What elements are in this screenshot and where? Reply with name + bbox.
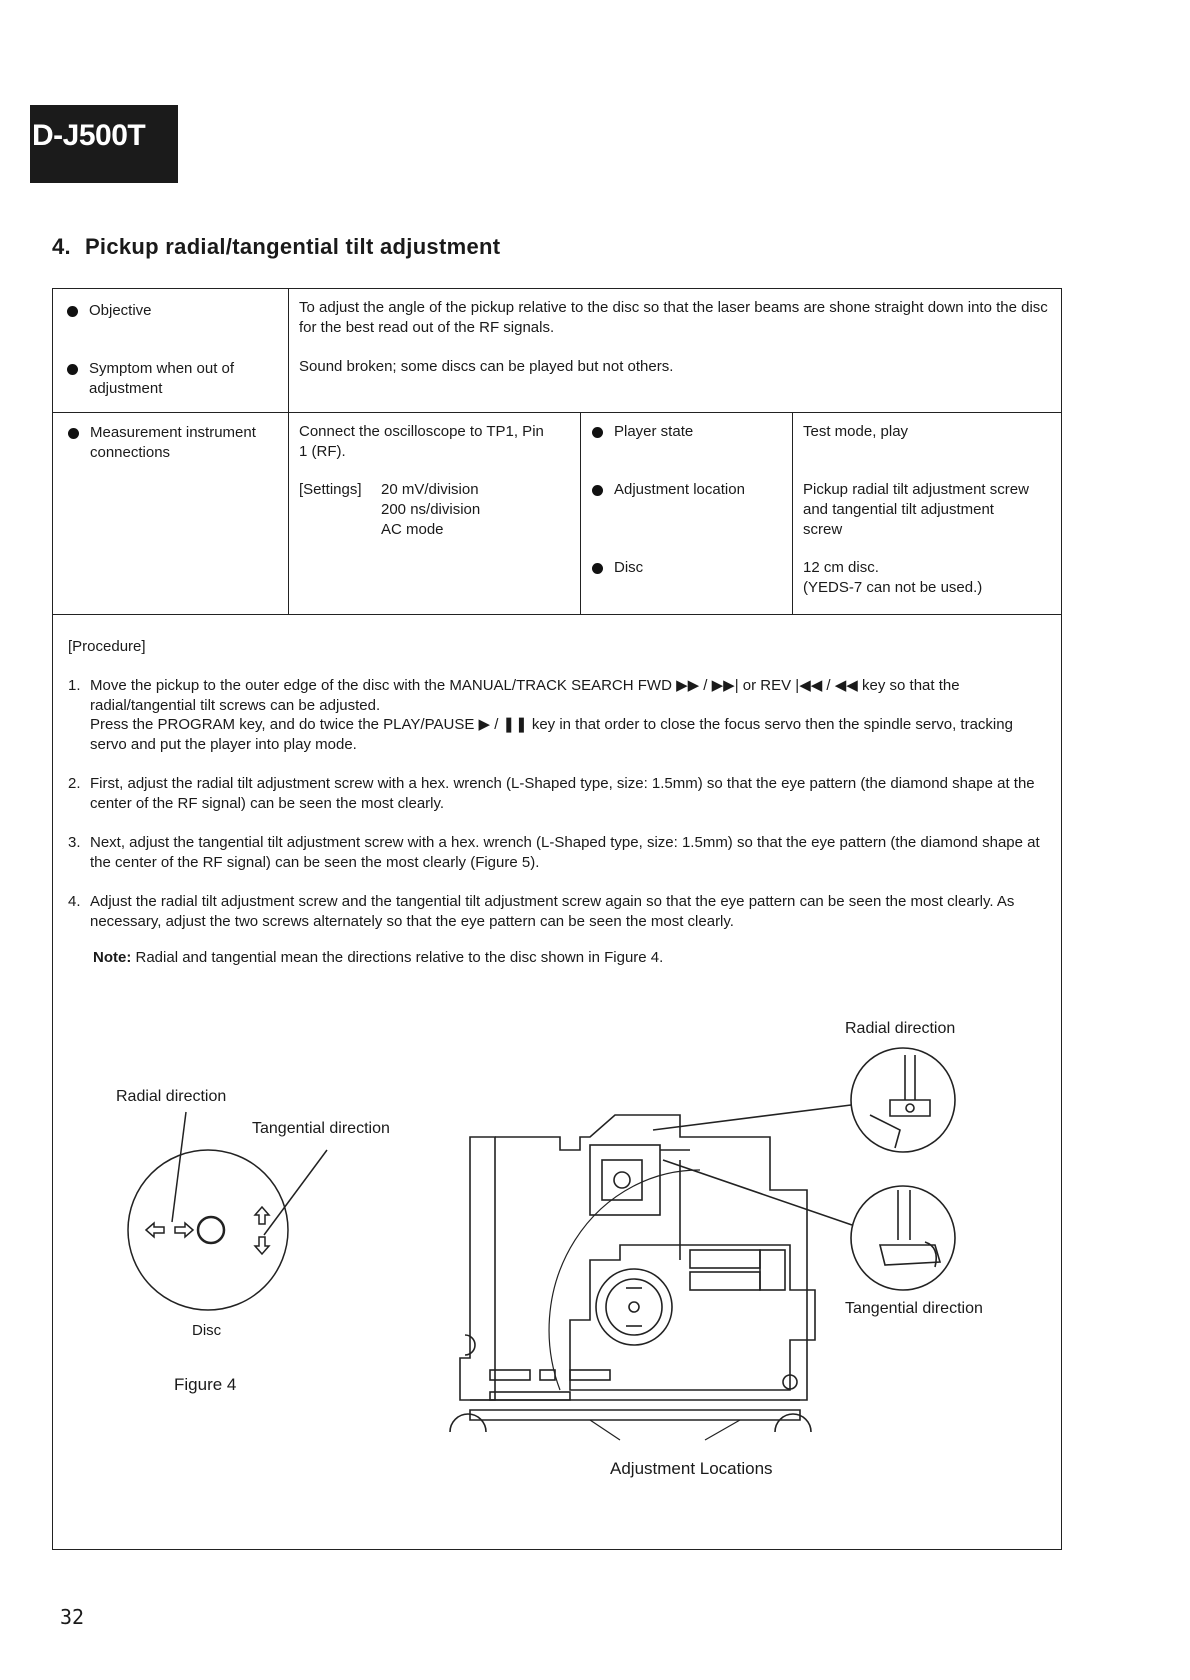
measurement-text	[299, 422, 579, 462]
step-text: First, adjust the radial tilt adjustment screw with a hex. wrench (L-Shaped type, size: 1.5mm) so that the eye pattern (the diamond shape at the center of the RF signal) can be seen the most clearly.	[90, 775, 1035, 812]
procedure-step	[68, 774, 1053, 813]
note-text: Radial and tangential mean the directions relative to the disc shown in Figure 4.	[135, 949, 664, 966]
symptom-text: Sound broken; some discs can be played but not others.	[299, 358, 674, 375]
adjustment-location-line: Pickup radial tilt adjustment screw	[803, 481, 1029, 498]
settings-value: 200 ns/division	[381, 501, 481, 518]
player-state-label: Player state	[614, 423, 694, 440]
fig4-disc-label: Disc	[192, 1322, 222, 1339]
adj-radial-label: Radial direction	[845, 1020, 956, 1037]
objective-text: To adjust the angle of the pickup relative to the disc so that the laser beams are shone straight down into the disc for the best read out of the RF signals.	[299, 299, 1048, 336]
settings-value: 20 mV/division	[381, 481, 479, 498]
section-title	[52, 234, 500, 260]
adjustment-location-line: screw	[803, 521, 843, 538]
settings-value: AC mode	[381, 521, 444, 538]
measurement-text-line: Connect the oscilloscope to TP1, Pin	[299, 423, 544, 440]
procedure-step	[68, 676, 1053, 754]
note-label: Note:	[93, 949, 132, 966]
section-title-text: Pickup radial/tangential tilt adjustment	[84, 234, 501, 259]
symptom-label-line: Symptom when out of	[89, 360, 235, 377]
procedure-heading: [Procedure]	[68, 638, 146, 655]
adjustment-location-line: and tangential tilt adjustment	[803, 501, 994, 518]
disc-value	[803, 558, 1053, 598]
step-text: Press the PROGRAM key, and do twice the PLAY/PAUSE ▶ / ❚❚ key in that order to close the focus servo then the spindle servo, tracking servo and put the player into play mode.	[90, 716, 1013, 753]
section-number: 4.	[52, 234, 71, 259]
objective-label: Objective	[89, 302, 152, 319]
disc-value-line: 12 cm disc.	[803, 559, 879, 576]
adjustment-location-label: Adjustment location	[614, 481, 745, 498]
settings-label: [Settings]	[299, 481, 362, 498]
symptom-label	[89, 359, 279, 399]
table-divider	[52, 412, 1062, 413]
table-divider	[288, 288, 289, 614]
model-tag: D-J500T	[30, 105, 178, 183]
page-number: 32	[60, 1605, 85, 1629]
disc-label: Disc	[614, 559, 644, 576]
adjustment-locations-caption: Adjustment Locations	[610, 1459, 773, 1478]
adj-tangential-label: Tangential direction	[845, 1300, 983, 1317]
step-text: Next, adjust the tangential tilt adjustment screw with a hex. wrench (L-Shaped type, size: 1.5mm) so that the eye pattern (the diamond shape at the center of the RF signal) can be seen the most clearly (Figure 5).	[90, 834, 1040, 871]
oscilloscope-settings	[299, 480, 579, 540]
fig4-caption: Figure 4	[174, 1375, 237, 1394]
step-number: 4.	[68, 893, 81, 910]
step-number: 3.	[68, 834, 81, 851]
table-divider	[52, 614, 1062, 615]
measurement-label	[90, 423, 285, 463]
measurement-text-line: 1 (RF).	[299, 443, 346, 460]
procedure-step	[68, 892, 1053, 931]
fig4-radial-label: Radial direction	[116, 1088, 227, 1105]
disc-value-line: (YEDS-7 can not be used.)	[803, 579, 983, 596]
step-number: 1.	[68, 677, 81, 694]
symptom-label-line: adjustment	[89, 380, 163, 397]
adjustment-location-value	[803, 480, 1058, 540]
table-divider	[580, 412, 581, 614]
procedure-note	[93, 948, 1053, 968]
step-number: 2.	[68, 775, 81, 792]
player-state-value: Test mode, play	[803, 423, 909, 440]
measurement-label-line: connections	[90, 444, 171, 461]
measurement-label-line: Measurement instrument	[90, 424, 256, 441]
procedure-step	[68, 833, 1053, 872]
step-text: Move the pickup to the outer edge of the disc with the MANUAL/TRACK SEARCH FWD ▶▶ / ▶▶| or REV |◀◀ / ◀◀ key so that the radial/tangential tilt screws can be adjusted.	[90, 677, 960, 714]
step-text: Adjust the radial tilt adjustment screw and the tangential tilt adjustment screw again so that the eye pattern can be seen the most clearly. As necessary, adjust the two screws alternately so that the eye pattern can be seen the most clearly.	[90, 893, 1015, 930]
table-divider	[792, 412, 793, 614]
fig4-tangential-label: Tangential direction	[252, 1120, 390, 1137]
